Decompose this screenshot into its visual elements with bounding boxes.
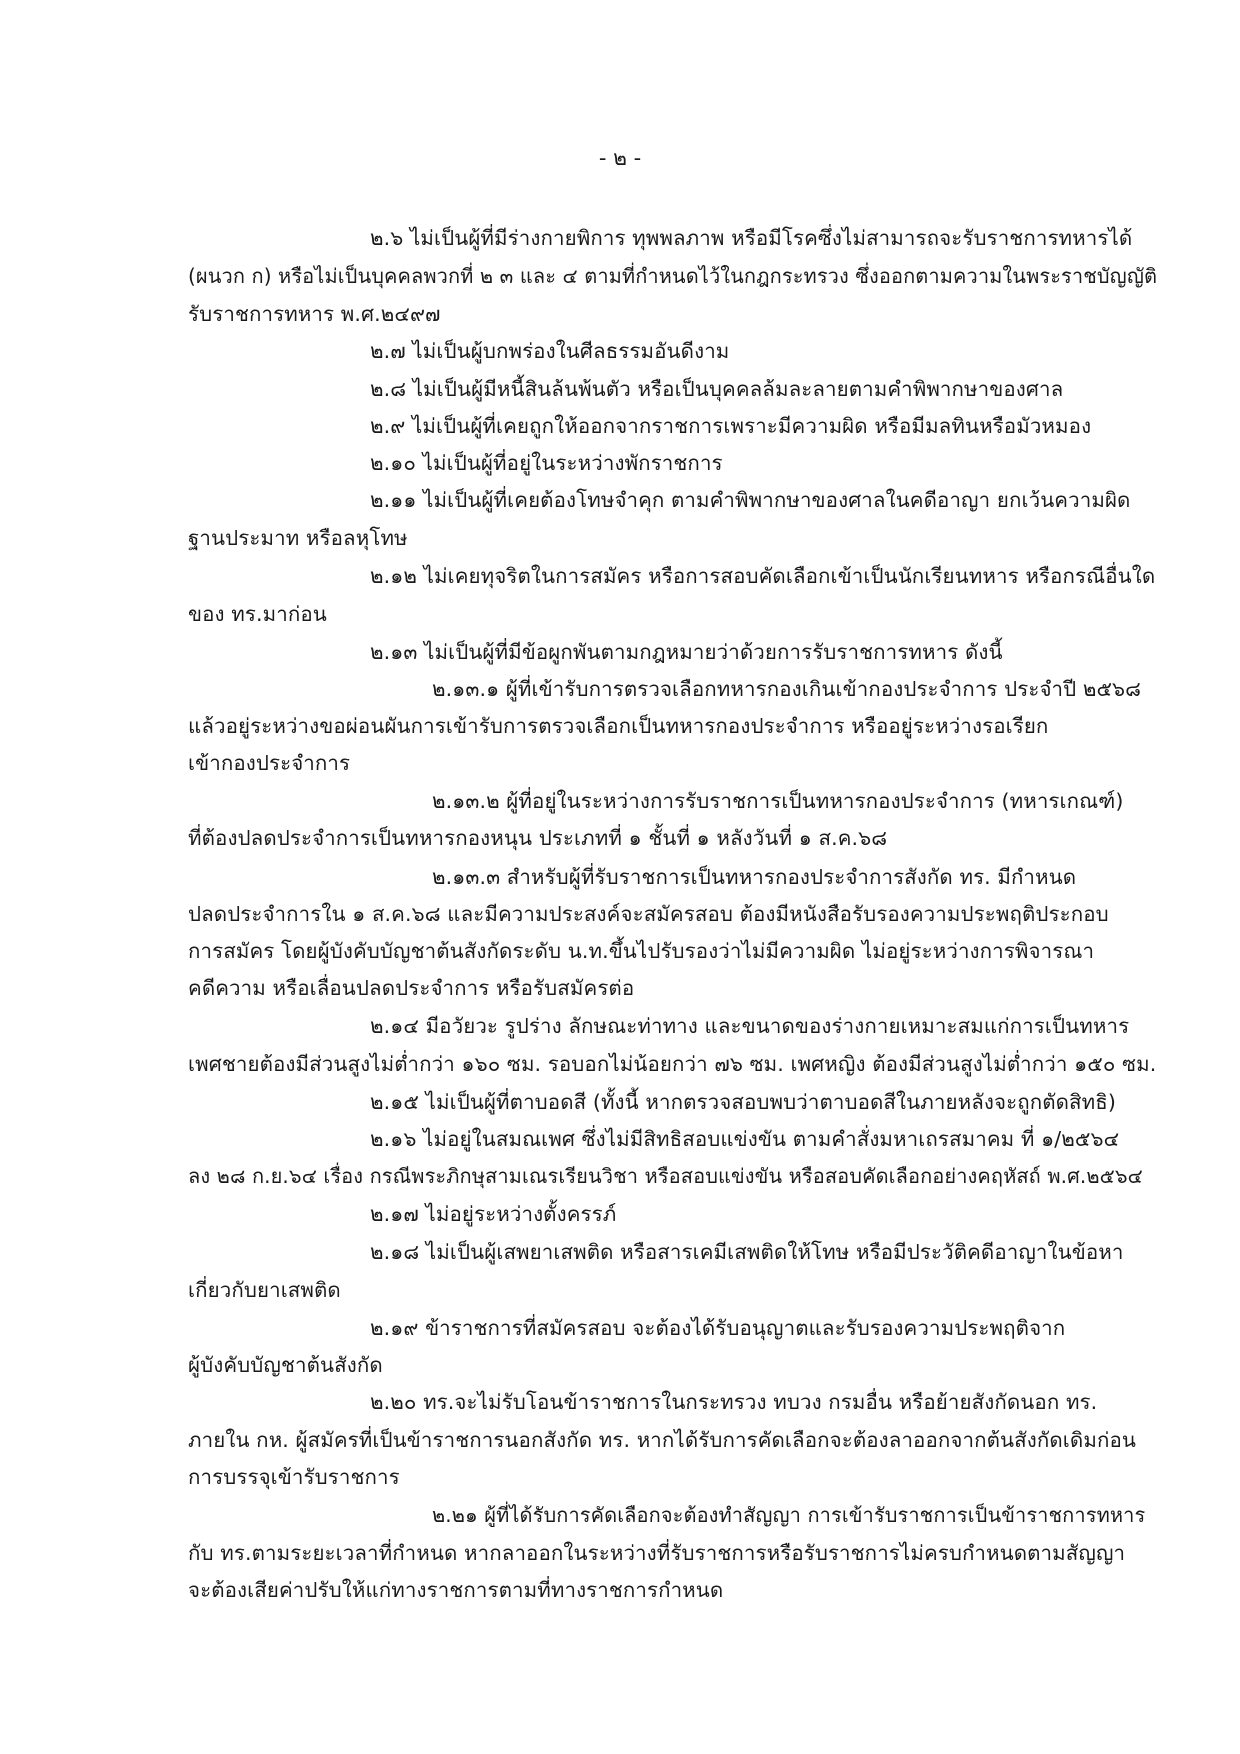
text-line: ๒.๑๑ ไม่เป็นผู้ที่เคยต้องโทษจำคุก ตามคำพิพากษาของศาลในคดีอาญา ยกเว้นความผิด	[370, 488, 1131, 512]
text-line: ผู้บังคับบัญชาต้นสังกัด	[188, 1353, 383, 1377]
text-line: แล้วอยู่ระหว่างขอผ่อนผันการเข้ารับการตรวจเลือกเป็นทหารกองประจำการ หรืออยู่ระหว่างรอเรียก	[188, 714, 1049, 738]
text-line: ๒.๘ ไม่เป็นผู้มีหนี้สินล้นพ้นตัว หรือเป็นบุคคลล้มละลายตามคำพิพากษาของศาล	[370, 377, 1064, 401]
text-line: ๒.๑๓.๑ ผู้ที่เข้ารับการตรวจเลือกทหารกองเกินเข้ากองประจำการ ประจำปี ๒๕๖๘	[432, 677, 1142, 701]
page-number: - ๒ -	[598, 146, 642, 170]
text-line: ๒.๑๘ ไม่เป็นผู้เสพยาเสพติด หรือสารเคมีเสพติดให้โทษ หรือมีประวัติคดีอาญาในข้อหา	[370, 1240, 1124, 1264]
text-line: ๒.๑๓ ไม่เป็นผู้ที่มีข้อผูกพันตามกฎหมายว่าด้วยการรับราชการทหาร ดังนี้	[370, 640, 1003, 664]
text-line: ๒.๑๐ ไม่เป็นผู้ที่อยู่ในระหว่างพักราชการ	[370, 451, 723, 475]
text-line: รับราชการทหาร พ.ศ.๒๔๙๗	[188, 302, 441, 326]
text-line: ๒.๑๙ ข้าราชการที่สมัครสอบ จะต้องได้รับอนุญาตและรับรองความประพฤติจาก	[370, 1316, 1066, 1340]
text-line: เข้ากองประจำการ	[188, 751, 351, 775]
text-line: ๒.๑๖ ไม่อยู่ในสมณเพศ ซึ่งไม่มีสิทธิสอบแข่งขัน ตามคำสั่งมหาเถรสมาคม ที่ ๑/๒๕๖๔	[370, 1127, 1120, 1151]
text-line: ๒.๑๔ มีอวัยวะ รูปร่าง ลักษณะท่าทาง และขนาดของร่างกายเหมาะสมแก่การเป็นทหาร	[370, 1014, 1130, 1038]
text-line: ๒.๒๐ ทร.จะไม่รับโอนข้าราชการในกระทรวง ทบวง กรมอื่น หรือย้ายสังกัดนอก ทร.	[370, 1390, 1098, 1414]
text-line: ๒.๖ ไม่เป็นผู้ที่มีร่างกายพิการ ทุพพลภาพ หรือมีโรคซึ่งไม่สามารถจะรับราชการทหารได้	[370, 226, 1133, 250]
text-line: ภายใน กห. ผู้สมัครที่เป็นข้าราชการนอกสังกัด ทร. หากได้รับการคัดเลือกจะต้องลาออกจากต้นสังกัดเดิมก่อน	[188, 1428, 1136, 1452]
text-line: ลง ๒๘ ก.ย.๖๔ เรื่อง กรณีพระภิกษุสามเณรเรียนวิชา หรือสอบแข่งขัน หรือสอบคัดเลือกอย่างคฤหัสถ์ พ.ศ.๒๕๖๔	[188, 1164, 1143, 1188]
text-line: เกี่ยวกับยาเสพติด	[188, 1278, 341, 1302]
text-line: ๒.๑๕ ไม่เป็นผู้ที่ตาบอดสี (ทั้งนี้ หากตรวจสอบพบว่าตาบอดสีในภายหลังจะถูกตัดสิทธิ)	[370, 1090, 1116, 1114]
text-line: ๒.๗ ไม่เป็นผู้บกพร่องในศีลธรรมอันดีงาม	[370, 339, 730, 363]
text-line: ๒.๑๓.๓ สำหรับผู้ที่รับราชการเป็นทหารกองประจำการสังกัด ทร. มีกำหนด	[432, 865, 1077, 889]
text-line: การบรรจุเข้ารับราชการ	[188, 1465, 400, 1489]
text-line: ๒.๒๑ ผู้ที่ได้รับการคัดเลือกจะต้องทำสัญญา การเข้ารับราชการเป็นข้าราชการทหาร	[432, 1503, 1146, 1527]
text-line: จะต้องเสียค่าปรับให้แก่ทางราชการตามที่ทางราชการกำหนด	[188, 1578, 724, 1602]
text-line: ๒.๙ ไม่เป็นผู้ที่เคยถูกให้ออกจากราชการเพราะมีความผิด หรือมีมลทินหรือมัวหมอง	[370, 414, 1092, 438]
text-line: ๒.๑๓.๒ ผู้ที่อยู่ในระหว่างการรับราชการเป็นทหารกองประจำการ (ทหารเกณฑ์)	[432, 789, 1124, 813]
text-line: (ผนวก ก) หรือไม่เป็นบุคคลพวกที่ ๒ ๓ และ ๔ ตามที่กำหนดไว้ในกฎกระทรวง ซึ่งออกตามความในพระราชบัญญัติ	[188, 264, 1158, 288]
text-line: เพศชายต้องมีส่วนสูงไม่ต่ำกว่า ๑๖๐ ซม. รอบอกไม่น้อยกว่า ๗๖ ซม. เพศหญิง ต้องมีส่วนสูงไม่ต่ำกว่า ๑๕๐ ซม.	[188, 1052, 1157, 1076]
text-line: การสมัคร โดยผู้บังคับบัญชาต้นสังกัดระดับ น.ท.ขึ้นไปรับรองว่าไม่มีความผิด ไม่อยู่ระหว่างการพิจารณา	[188, 939, 1095, 963]
text-line: กับ ทร.ตามระยะเวลาที่กำหนด หากลาออกในระหว่างที่รับราชการหรือรับราชการไม่ครบกำหนดตามสัญญา	[188, 1541, 1126, 1565]
text-line: ปลดประจำการใน ๑ ส.ค.๖๘ และมีความประสงค์จะสมัครสอบ ต้องมีหนังสือรับรองความประพฤติประกอบ	[188, 902, 1109, 926]
text-line: ของ ทร.มาก่อน	[188, 602, 327, 626]
text-line: คดีความ หรือเลื่อนปลดประจำการ หรือรับสมัครต่อ	[188, 976, 635, 1000]
text-line: ๒.๑๒ ไม่เคยทุจริตในการสมัคร หรือการสอบคัดเลือกเข้าเป็นนักเรียนทหาร หรือกรณีอื่นใด	[370, 564, 1156, 588]
text-line: ที่ต้องปลดประจำการเป็นทหารกองหนุน ประเภทที่ ๑ ชั้นที่ ๑ หลังวันที่ ๑ ส.ค.๖๘	[188, 826, 888, 850]
text-line: ฐานประมาท หรือลหุโทษ	[188, 526, 408, 550]
text-line: ๒.๑๗ ไม่อยู่ระหว่างตั้งครรภ์	[370, 1202, 617, 1226]
